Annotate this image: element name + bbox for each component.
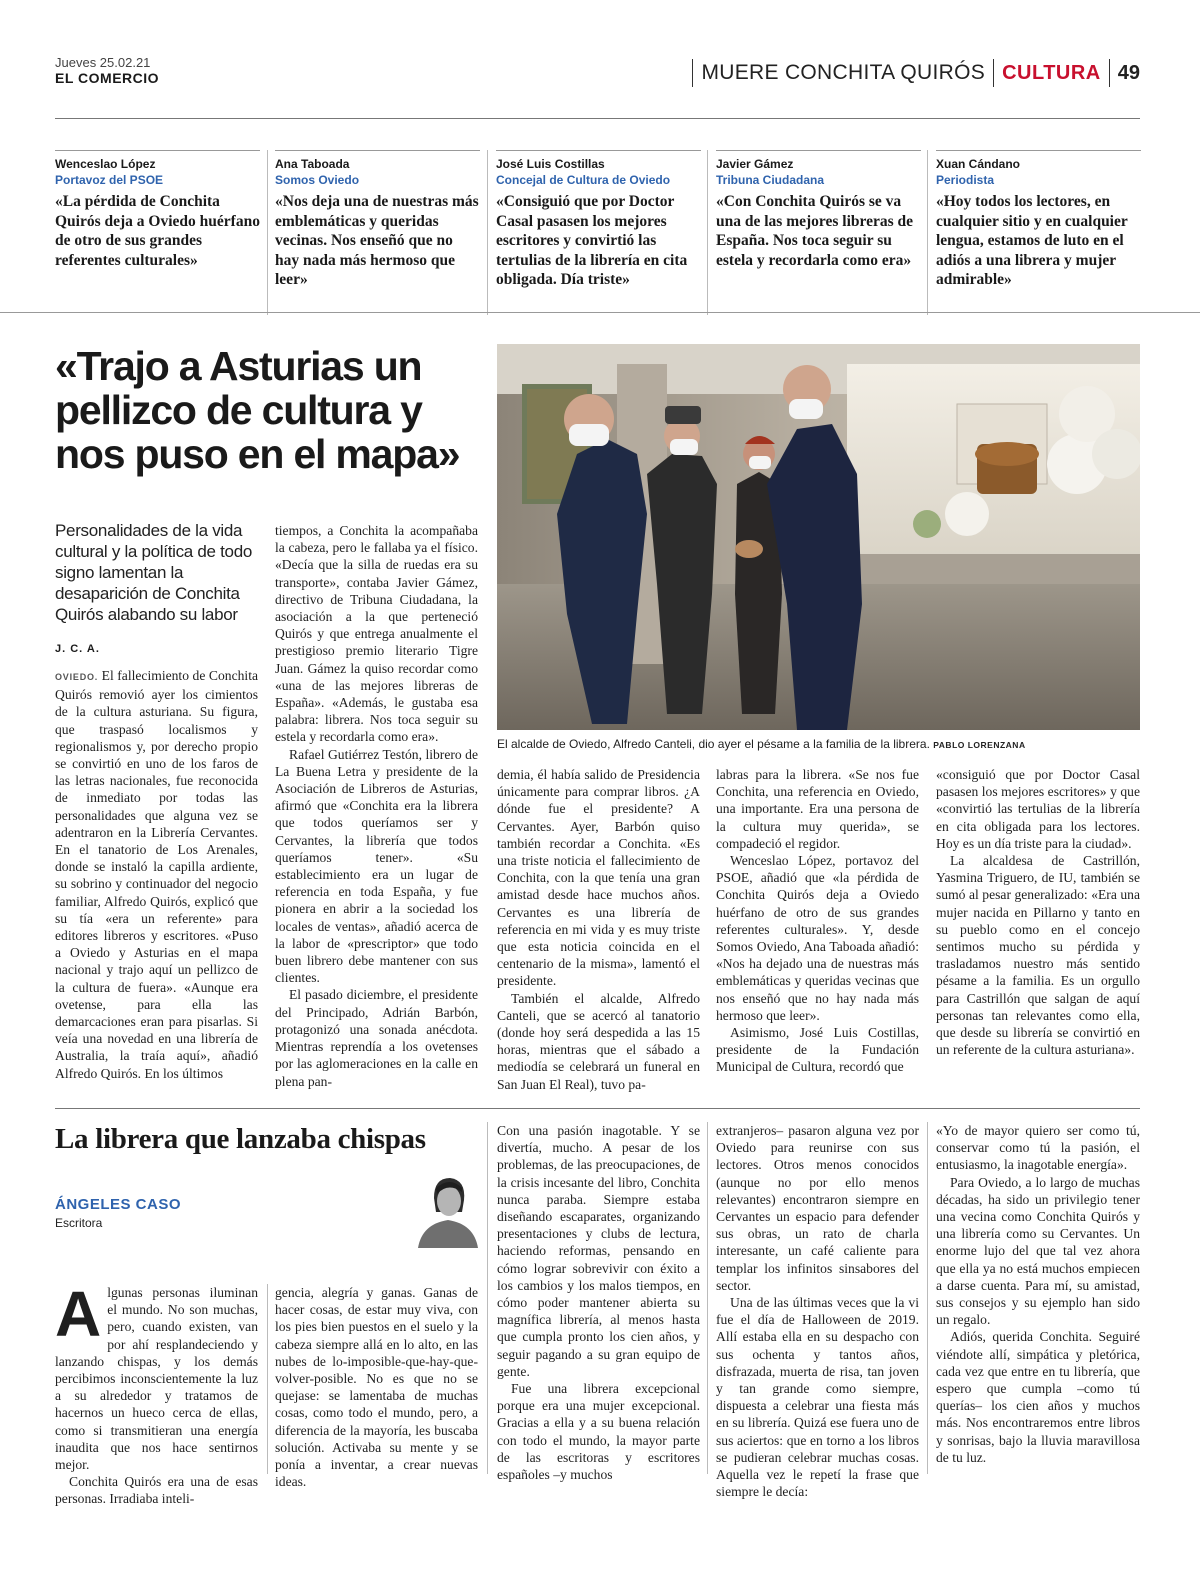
paragraph: La alcaldesa de Castrillón, Yasmina Triguero, de IU, también se sumó al pesar generalizado: «Era una mujer nacida en Pillarno y tanto en su pueblo como en el concejo sentimos mucho su pérdida y trasladamos nuestro más sentido pésame a la familia. Es un orgullo para Castrillón que salgan de aquí personas tan relevantes como ella, que desde su librería se convirtió en un referente de la cultura asturiana». [936,853,1140,1058]
paragraph: tiempos, a Conchita la acompañaba la cabeza, pero le fallaba ya el físico. «Decía que la silla de ruedas era su transporte», contaba Javier Gámez, directivo de Tribuna Ciudadana, la asociación a la que perteneció Quirós y que entrega anualmente el prestigioso premio literario Tigre Juan. Gámez la quiso recordar como «una de las mejores libreras de España». «Además, le gustaba esa palabra: librera. Nos toca seguir su estela y recordarla como era». [275,523,478,745]
section-rule [55,1108,1140,1109]
divider [1109,59,1110,87]
paragraph: También el alcalde, Alfredo Canteli, que se acercó al tanatorio (donde hoy será despedida a las 15 horas, mientras que el sábado a mediodía se celebrará un funeral en San Juan El Real), tuvo pa- [497,990,700,1092]
paragraph-text: lgunas personas iluminan el mundo. No son muchas, pero, cuando existen, van por ahí resplandeciendo y lanzando chispas, y los demás percibimos inconscientemente la luz a su alrededor y tratamos de hacernos un hueco cerca de ellas, como si transmitieran una energía inaudita que nos hace sentirnos mejor. [55,1285,258,1473]
quote-name: Javier Gámez [716,157,794,171]
opinion-column-4 [716,1122,919,1500]
quote-text: «Consiguió que por Doctor Casal pasasen los mejores escritores y convirtió las tertulias de la librería en cita obligada. Día triste» [496,193,688,288]
section-rule [0,312,1200,313]
opinion-title: La librera que lanzaba chispas [55,1123,426,1155]
article-byline: J. C. A. [55,643,100,655]
column-divider [267,1284,268,1474]
paragraph: Una de las últimas veces que la vi fue el día de Halloween de 2019. Allí estaba ella en su despacho con sus ochenta y tantos años, disfrazada, muerta de risa, tan joven y tan grande como siempre, dispuesta a celebrar una fiesta más en su librería. Quizá ese fuera uno de sus aciertos: que en torno a los libros se pudieran celebrar muchas cosas. Aquella vez le repetí la frase que siempre le decía: [716,1295,919,1500]
quote-role: Concejal de Cultura de Oviedo [496,173,671,187]
paragraph [55,667,258,1082]
quote-name: Ana Taboada [275,157,350,171]
page-number: 49 [1117,61,1140,84]
paragraph: extranjeros– pasaron alguna vez por Oviedo para reunirse con sus lectores. Otros menos conocidos (aunque no por ello menos relevantes) encontraron siempre en Cervantes un espacio para defender sus obras, un rato de charla interesante, un café caliente para templar los infinitos sinsabores del sector. [716,1123,919,1293]
paragraph: Wenceslao López, portavoz del PSOE, añadió que «la pérdida de Conchita Quirós deja a Oviedo huérfano de otro de sus grandes referentes culturales». Y, desde Somos Oviedo, Ana Taboada añadió: «Nos ha dejado una de nuestras más emblemáticas y queridas vecinas que nos enseñó que no hay nada más hermoso que leer». [716,853,919,1023]
photo-credit: PABLO LORENZANA [933,740,1026,750]
article-subhead: Personalidades de la vida cultural y la política de todo signo lamentan la desaparición de Conchita Quirós alabando su labor [55,521,253,624]
paragraph: El pasado diciembre, el presidente del Principado, Adrián Barbón, protagonizó una sonada anécdota. Mientras reprendía a los ovetenses por las aglomeraciones en la calle en plena pan- [275,987,478,1089]
opinion-column-1 [55,1278,258,1508]
article-column-3 [497,766,700,1093]
column-divider [707,150,708,315]
quote-text: «La pérdida de Conchita Quirós deja a Oviedo huérfano de otro de sus grandes referentes culturales» [55,193,260,269]
article-column-1 [55,667,258,1082]
quote-role: Tribuna Ciudadana [716,173,825,187]
paragraph: Asimismo, José Luis Costillas, presidente de la Fundación Municipal de Cultura, recordó que [716,1025,919,1075]
column-divider [487,150,488,315]
quote-text: «Nos deja una de nuestras más emblemáticas y queridas vecinas. Nos enseñó que no hay nada más hermoso que leer» [275,193,479,288]
issue-date: Jueves 25.02.21 [55,55,151,70]
paragraph: Para Oviedo, a lo largo de muchas décadas, ha sido un privilegio tener una vecina como Conchita Quirós y una librería como su Cervantes. Un enorme lujo del que tal vez ahora que ella ya no está muchos empiecen a darse cuenta. Para mí, su amistad, sus consejos y su ejemplo han sido un regalo. [936,1174,1140,1328]
paragraph [55,1278,258,1473]
paragraph: demia, él había salido de Presidencia únicamente para comprar libros. ¿A dónde fue el presidente? A Cervantes. Ayer, Barbón quiso también recordar a Conchita. «Es una triste noticia el fallecimiento de Conchita, con la que tenía una gran amistad desde hace muchos años. Cervantes es una librería de referencia en mi vida y es muy triste que esta noticia coincida en el centenario de la misma», lamentó el presidente. [497,767,700,989]
quote-card [936,150,1141,290]
page-header [684,58,1140,88]
article-column-2 [275,522,478,1090]
funeral-home-photo [497,344,1140,730]
paragraph: Con una pasión inagotable. Y se divertía, mucho. A pesar de los problemas, de las preocupaciones, de la crisis incesante del libro, Conchita nunca paraba. Siempre estaba diseñando escaparates, organizando presentaciones y clubs de lectura, haciendo reformas, pensando en cómo lograr sobrevivir con éxito a los cambios y los malos tiempos, en cómo poder mantener abierta su magnífica librería, al menos hasta que cumpla pronto los cien años, y seguir pagando a su gran equipo de gente. [497,1123,700,1379]
quote-name: Xuan Cándano [936,157,1021,171]
column-divider [267,150,268,315]
quote-role: Portavoz del PSOE [55,173,164,187]
article-column-5 [936,766,1140,1058]
caption-text: El alcalde de Oviedo, Alfredo Canteli, dio ayer el pésame a la familia de la librera. [497,737,930,751]
drop-cap: A [55,1278,102,1350]
column-divider [707,1122,708,1474]
author-portrait [408,1168,488,1248]
opinion-column-2 [275,1284,478,1490]
divider [692,59,693,87]
quote-text: «Con Conchita Quirós se va una de las mejores libreras de España. Nos toca seguir su estela y recordarla como era» [716,193,914,269]
header-rule [55,118,1140,119]
column-divider [927,150,928,315]
paragraph: Rafael Gutiérrez Testón, librero de La Buena Letra y presidente de la Asociación de Libreros de Asturias, afirmó que «Conchita era la librera que todos queríamos ser y Cervantes, la librería que todos queríamos tener». «Su establecimiento era un lugar de referencia en toda España, y fue pionera en abrir a la sociedad los locales de ventas», añadió acerca de la labor de «prescriptor» que todo buen librero debe mantener con sus clientes. [275,746,478,986]
paragraph: «Yo de mayor quiero ser como tú, conservar como tú la pasión, el entusiasmo, la inagotable energía». [936,1123,1140,1173]
quote-card [55,150,260,270]
paragraph: Adiós, querida Conchita. Seguiré viéndote allí, simpática y pletórica, cada vez que entre en tu librería, que espero que cumpla –como tú querías– los cien años y muchos más. Nos encontraremos entre libros y sonrisas, bajo la lluvia maravillosa de tu luz. [936,1329,1140,1465]
quote-text: «Hoy todos los lectores, en cualquier sitio y en cualquier lengua, estamos de luto en el adiós a una librera y mujer admirable» [936,193,1128,288]
dateline: OVIEDO. [55,672,99,682]
topic-label: MUERE CONCHITA QUIRÓS [701,61,986,84]
quote-role: Periodista [936,173,995,187]
paragraph: «consiguió que por Doctor Casal pasasen los mejores escritores» y que «convirtió las tertulias de la librería en cita obligada para los lectores. Hoy es un día triste para la ciudad». [936,767,1140,851]
opinion-author: ÁNGELES CASO [55,1196,182,1213]
column-divider [927,1122,928,1474]
article-headline: «Trajo a Asturias un pellizco de cultura y nos puso en el mapa» [55,343,460,477]
opinion-column-5 [936,1122,1140,1466]
article-column-4 [716,766,919,1076]
paragraph: labras para la librera. «Se nos fue Conchita, una referencia en Oviedo, una importante. Era una persona de la cultura muy querida», se compadeció el regidor. [716,767,919,851]
paragraph: Conchita Quirós era una de esas personas. Irradiaba inteli- [55,1474,258,1507]
quote-name: José Luis Costillas [496,157,605,171]
quote-role: Somos Oviedo [275,173,360,187]
opinion-author-role: Escritora [55,1216,103,1230]
author-portrait-image [408,1168,488,1248]
quote-card [496,150,701,290]
paragraph: Fue una librera excepcional porque era una mujer excepcional. Gracias a ella y a su buena relación con todo el mundo, la mayor parte de las escritoras y escritores españoles –y muchos [497,1381,700,1483]
opinion-column-3 [497,1122,700,1483]
paragraph-text: El fallecimiento de Conchita Quirós removió ayer los cimientos de la cultura asturiana. Su figura, que traspasó localismos y regionalismos y, por derecho propio se convirtió en uno de los faros de las letras nacionales, fue reconocida de inmediato por todas las personalidades que alguna vez se adentraron en la Librería Cervantes. En el tanatorio de Los Arenales, donde se instaló la capilla ardiente, su sobrino y continuador del negocio familiar, Alfredo Quirós, explicó que su tía «era un referente» para editores libreros y escritores. «Puso a Oviedo y Asturias en el mapa nacional y trajo aquí un pellizco de la cultura de fuera». «Aunque era ovetense, para ella las demarcaciones eran para pisarlas. Si veía una novedad en una librería de Australia, la traía aquí», añadió Alfredo Quirós. En los últimos [55,668,258,1081]
quote-name: Wenceslao López [55,157,156,171]
section-label: CULTURA [1002,61,1101,84]
quote-card [275,150,480,290]
article-photo [497,344,1140,730]
newspaper-name: EL COMERCIO [55,70,160,86]
divider [993,59,994,87]
photo-caption [497,737,1140,752]
quote-card [716,150,921,270]
column-divider [487,1122,488,1474]
paragraph: gencia, alegría y ganas. Ganas de hacer cosas, de estar muy viva, con los pies bien puestos en el suelo y la cabeza siempre allá en lo alto, en las nubes de lo-imposible-que-hay-que-volver-posible. No es que no se quejase: se lamentaba de muchas cosas, como todo el mundo, pero, a diferencia de la mayoría, les buscaba solución. Activaba su mente y se ponía a inventar, a crear nuevas ideas. [275,1285,478,1490]
